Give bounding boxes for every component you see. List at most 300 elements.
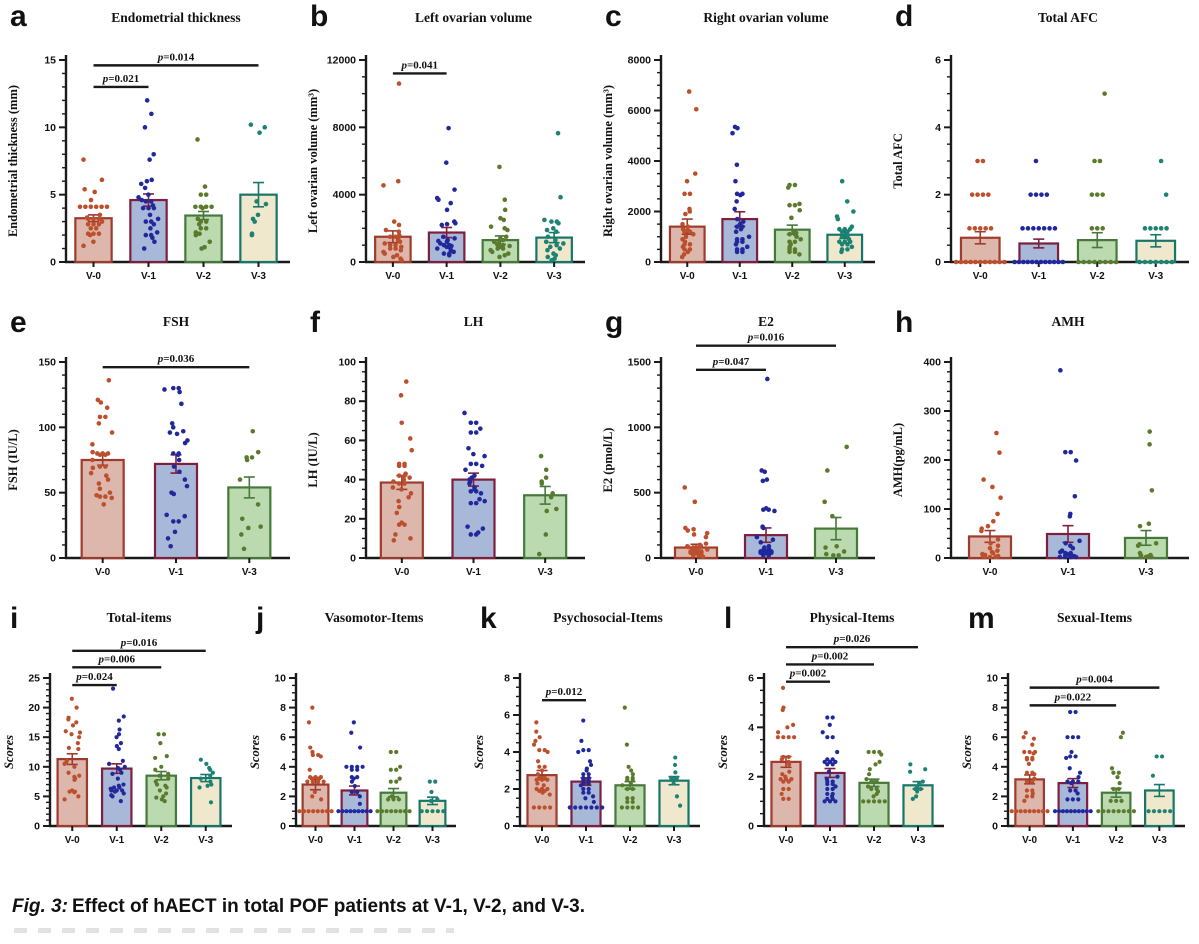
scatter-point <box>730 131 735 136</box>
y-tick-label: 6 <box>280 731 286 744</box>
x-category-label: V-3 <box>666 835 682 846</box>
x-category-label: V-0 <box>307 835 324 846</box>
scatter-point <box>479 491 484 496</box>
scatter-point <box>545 248 550 253</box>
scatter-point <box>766 507 771 512</box>
scatter-point <box>72 778 76 782</box>
scatter-point <box>797 252 802 257</box>
scatter-point <box>245 458 250 463</box>
scatter-point <box>867 750 871 754</box>
scatter-point <box>734 199 739 204</box>
scatter-point <box>673 755 677 759</box>
scatter-point <box>1010 809 1014 813</box>
x-category-label: V-3 <box>837 271 853 282</box>
scatter-point <box>199 192 204 197</box>
scatter-point <box>825 792 829 796</box>
scatter-point <box>669 778 673 782</box>
panel-row-1 <box>0 0 1199 306</box>
scatter-point <box>1076 797 1080 801</box>
scatter-point <box>145 98 150 103</box>
y-tick-label: 0 <box>645 256 651 269</box>
scatter-point <box>103 415 108 420</box>
scatter-point <box>361 765 365 769</box>
scatter-point <box>761 507 766 512</box>
panel-h <box>885 306 1199 602</box>
scatter-point <box>548 792 552 796</box>
scatter-point <box>921 780 925 784</box>
scatter-point <box>585 768 589 772</box>
panel-c <box>595 0 885 306</box>
scatter-point <box>688 242 693 247</box>
scatter-point <box>1087 260 1092 265</box>
scatter-point <box>1098 159 1103 164</box>
x-category-label: V-3 <box>1138 567 1154 578</box>
scatter-point <box>1068 514 1073 519</box>
scatter-point <box>86 222 91 227</box>
scatter-point <box>1043 260 1048 265</box>
scatter-point <box>836 553 841 558</box>
y-tick-label: 200 <box>923 454 941 467</box>
scatter-point <box>89 204 94 209</box>
scatter-point <box>199 226 204 231</box>
scatter-point <box>588 759 592 763</box>
bar-V-3 <box>659 781 688 826</box>
scatter-point <box>82 187 87 192</box>
scatter-point <box>1153 226 1158 231</box>
y-tick-label: 0 <box>50 256 56 269</box>
scatter-point <box>350 780 354 784</box>
scatter-point <box>825 468 830 473</box>
scatter-point <box>988 260 993 265</box>
scatter-point <box>149 178 154 183</box>
scatter-point <box>439 223 444 228</box>
scatter-point <box>469 430 474 435</box>
scatter-point <box>204 219 209 224</box>
x-category-label: V-3 <box>828 567 844 578</box>
scatter-point <box>738 193 743 198</box>
scatter-point <box>83 204 88 209</box>
scatter-point <box>90 458 95 463</box>
scatter-point <box>584 805 588 809</box>
scatter-point <box>97 421 102 426</box>
x-category-label: V-0 <box>95 567 111 578</box>
scatter-point <box>148 226 153 231</box>
scatter-point <box>392 219 397 224</box>
chart-title: Endometrial thickness <box>111 10 241 25</box>
scatter-point <box>1068 754 1072 758</box>
scatter-point <box>474 532 479 537</box>
y-tick-label: 4 <box>748 721 754 734</box>
scatter-point <box>482 499 487 504</box>
scatter-point <box>990 485 995 490</box>
panel-l <box>714 602 958 870</box>
scatter-point <box>626 765 630 769</box>
scatter-point <box>452 187 457 192</box>
scatter-point <box>781 708 785 712</box>
scatter-point <box>310 794 314 798</box>
scatter-point <box>209 782 213 786</box>
scatter-point <box>629 781 633 785</box>
scatter-point <box>208 774 212 778</box>
scatter-point <box>203 184 208 189</box>
chart-title: Physical-Items <box>809 610 895 625</box>
x-category-label: V-1 <box>822 835 838 846</box>
y-tick-label: 4 <box>280 761 286 774</box>
scatter-point <box>1025 771 1029 775</box>
scatter-point <box>997 260 1002 265</box>
y-tick-label: 0 <box>935 256 941 269</box>
scatter-point <box>1034 192 1039 197</box>
scatter-point <box>705 547 710 552</box>
scatter-point <box>600 805 604 809</box>
scatter-point <box>833 799 837 803</box>
scatter-point <box>397 505 402 510</box>
scatter-point <box>94 226 99 231</box>
scatter-point <box>86 217 91 222</box>
y-axis-label: Total AFC <box>891 133 905 189</box>
scatter-point <box>537 765 541 769</box>
scatter-point <box>1025 780 1029 784</box>
y-tick-label: 0 <box>935 552 941 565</box>
scatter-point <box>1096 809 1100 813</box>
scatter-point <box>152 240 157 245</box>
panel-k <box>470 602 714 870</box>
scatter-point <box>537 805 541 809</box>
y-tick-label: 400 <box>923 356 941 369</box>
y-tick-label: 4000 <box>627 155 651 168</box>
scatter-point <box>539 454 544 459</box>
scatter-point <box>90 442 95 447</box>
scatter-point <box>1031 226 1036 231</box>
chart-total-items <box>0 602 246 870</box>
panel-letter-m: m <box>968 602 995 635</box>
scatter-point <box>429 790 433 794</box>
scatter-point <box>67 746 71 750</box>
scatter-point <box>397 797 401 801</box>
scatter-point <box>691 232 696 237</box>
p-value-label: p=0.021 <box>102 72 140 85</box>
x-category-label: V-2 <box>784 271 800 282</box>
scatter-point <box>761 526 766 531</box>
scatter-point <box>195 137 200 142</box>
bar-V-1 <box>1059 783 1088 826</box>
scatter-point <box>1032 772 1036 776</box>
scatter-point <box>1064 756 1068 760</box>
x-category-label: V-2 <box>866 835 882 846</box>
scatter-point <box>793 183 798 188</box>
scatter-point <box>678 804 682 808</box>
scatter-point <box>1039 192 1044 197</box>
scatter-point <box>989 226 994 231</box>
scatter-point <box>550 491 555 496</box>
scatter-point <box>199 246 204 251</box>
scatter-point <box>391 485 396 490</box>
scatter-point <box>307 809 311 813</box>
scatter-point <box>170 421 175 426</box>
scatter-point <box>793 240 798 245</box>
scatter-point <box>1030 757 1034 761</box>
scatter-point <box>105 405 110 410</box>
scatter-point <box>185 484 190 489</box>
scatter-point <box>685 179 690 184</box>
panel-letter-h: h <box>895 306 914 339</box>
scatter-point <box>177 390 182 395</box>
scatter-point <box>680 255 685 260</box>
scatter-point <box>1028 750 1032 754</box>
y-tick-label: 40 <box>344 474 356 487</box>
scatter-point <box>776 735 780 739</box>
scatter-point <box>986 192 991 197</box>
scatter-point <box>548 805 552 809</box>
scatter-point <box>1025 757 1029 761</box>
scatter-point <box>179 402 184 407</box>
scatter-point <box>691 553 696 558</box>
scatter-point <box>587 748 591 752</box>
scatter-point <box>425 809 429 813</box>
scatter-point <box>389 780 393 784</box>
y-tick-label: 6 <box>504 709 510 722</box>
scatter-point <box>503 208 508 213</box>
scatter-point <box>66 717 70 721</box>
scatter-point <box>544 532 549 537</box>
scatter-point <box>625 787 629 791</box>
scatter-point <box>872 799 876 803</box>
scatter-point <box>1061 809 1065 813</box>
scatter-point <box>1065 809 1069 813</box>
scatter-point <box>122 714 126 718</box>
scatter-point <box>623 706 627 710</box>
scatter-point <box>402 481 407 486</box>
scatter-point <box>1061 260 1066 265</box>
y-tick-label: 10 <box>28 761 40 774</box>
scatter-point <box>394 768 398 772</box>
chart-right-ovarian-volume <box>595 0 885 306</box>
y-tick-label: 2 <box>504 783 510 796</box>
scatter-point <box>831 553 836 558</box>
scatter-point <box>240 517 245 522</box>
scatter-point <box>1058 368 1063 373</box>
scatter-point <box>171 386 176 391</box>
scatter-point <box>469 489 474 494</box>
scatter-point <box>1045 192 1050 197</box>
chart-psychosocial-items <box>470 602 714 870</box>
scatter-point <box>311 780 315 784</box>
scatter-point <box>474 501 479 506</box>
scatter-point <box>139 182 144 187</box>
scatter-point <box>1020 226 1025 231</box>
scatter-point <box>576 750 580 754</box>
scatter-point <box>408 536 413 541</box>
scatter-point <box>308 768 312 772</box>
scatter-point <box>587 791 591 795</box>
scatter-point <box>152 206 157 211</box>
scatter-point <box>114 735 118 739</box>
y-tick-label: 2 <box>992 790 998 803</box>
p-value-label: p=0.024 <box>76 671 113 684</box>
scatter-point <box>1025 260 1030 265</box>
scatter-point <box>308 745 312 749</box>
scatter-point <box>840 242 845 247</box>
scatter-point <box>481 526 486 531</box>
y-tick-label: 0 <box>34 820 40 833</box>
scatter-point <box>1034 260 1039 265</box>
scatter-point <box>1068 555 1073 560</box>
p-value-label: p=0.041 <box>401 59 439 72</box>
scatter-point <box>793 250 798 255</box>
scatter-point <box>792 735 796 739</box>
scatter-point <box>1032 809 1036 813</box>
y-tick-label: 10 <box>44 121 56 134</box>
scatter-point <box>973 260 978 265</box>
scatter-point <box>1089 809 1093 813</box>
scatter-point <box>353 784 357 788</box>
scatter-point <box>1111 787 1115 791</box>
scatter-point <box>995 512 1000 517</box>
scatter-point <box>250 233 255 238</box>
scatter-point <box>144 233 149 238</box>
scatter-point <box>1036 809 1040 813</box>
scatter-point <box>1110 766 1114 770</box>
scatter-point <box>791 723 795 727</box>
scatter-point <box>673 770 677 774</box>
scatter-point <box>682 229 687 234</box>
scatter-point <box>535 778 539 782</box>
x-category-label: V-0 <box>688 567 704 578</box>
y-axis-label: FSH (IU/L) <box>6 429 20 491</box>
scatter-point <box>442 251 447 256</box>
scatter-point <box>1069 750 1073 754</box>
scatter-point <box>394 750 398 754</box>
scatter-point <box>973 226 978 231</box>
y-tick-label: 15 <box>28 731 40 744</box>
scatter-point <box>402 464 407 469</box>
scatter-point <box>705 531 710 536</box>
scatter-point <box>1090 192 1095 197</box>
scatter-point <box>399 487 404 492</box>
scatter-point <box>311 809 315 813</box>
scatter-point <box>761 479 766 484</box>
y-tick-label: 2 <box>935 189 941 202</box>
scatter-point <box>77 774 81 778</box>
scatter-point <box>329 809 333 813</box>
scatter-point <box>911 797 915 801</box>
scatter-point <box>696 553 701 558</box>
panel-i <box>0 602 246 870</box>
scatter-point <box>97 481 102 486</box>
scatter-point <box>1014 809 1018 813</box>
scatter-point <box>538 735 542 739</box>
scatter-point <box>692 532 697 537</box>
scatter-point <box>789 216 794 221</box>
scatter-point <box>581 778 585 782</box>
scatter-point <box>997 450 1002 455</box>
scatter-point <box>867 772 871 776</box>
scatter-point <box>540 768 544 772</box>
scatter-point <box>407 809 411 813</box>
chart-lh <box>300 306 595 602</box>
scatter-point <box>688 192 693 197</box>
scatter-point <box>1053 809 1057 813</box>
scatter-point <box>478 426 483 431</box>
scatter-point <box>840 234 845 239</box>
scatter-point <box>1127 809 1131 813</box>
scatter-point <box>542 218 547 223</box>
chart-left-ovarian-volume <box>300 0 595 306</box>
scatter-point <box>1170 260 1175 265</box>
y-tick-label: 5 <box>50 189 56 202</box>
scatter-point <box>982 555 987 560</box>
scatter-point <box>824 552 829 557</box>
scatter-point <box>1147 429 1152 434</box>
scatter-point <box>340 809 344 813</box>
scatter-point <box>507 244 512 249</box>
x-category-label: V-3 <box>546 271 562 282</box>
y-axis-label: E2 (pmol/L) <box>601 427 615 493</box>
x-category-label: V-1 <box>465 567 482 578</box>
scatter-point <box>787 762 791 766</box>
y-axis-label: Scores <box>960 734 974 770</box>
scatter-point <box>1076 735 1080 739</box>
scatter-point <box>163 799 167 803</box>
scatter-point <box>581 791 585 795</box>
scatter-point <box>94 204 99 209</box>
scatter-point <box>877 760 881 764</box>
y-tick-label: 0 <box>350 552 356 565</box>
scatter-point <box>393 246 398 251</box>
scatter-point <box>631 787 635 791</box>
scatter-point <box>394 780 398 784</box>
y-axis-label: Scores <box>2 734 16 770</box>
scatter-point <box>88 233 93 238</box>
scatter-point <box>158 741 162 745</box>
scatter-point <box>204 226 209 231</box>
y-axis-label: LH (IU/L) <box>306 432 320 488</box>
scatter-point <box>704 535 709 540</box>
panel-letter-j: j <box>256 602 265 635</box>
chart-vasomotor-items <box>246 602 470 870</box>
scatter-point <box>311 753 315 757</box>
x-category-label: V-3 <box>537 567 553 578</box>
y-tick-label: 8 <box>504 672 510 685</box>
y-tick-label: 0 <box>350 256 356 269</box>
scatter-point <box>156 732 160 736</box>
scatter-point <box>1034 159 1039 164</box>
scatter-point <box>845 242 850 247</box>
scatter-point <box>393 532 398 537</box>
scatter-point <box>834 544 839 549</box>
scatter-point <box>310 706 314 710</box>
scatter-point <box>252 219 257 224</box>
y-tick-label: 8 <box>992 702 998 715</box>
scatter-point <box>348 809 352 813</box>
scatter-point <box>113 790 117 794</box>
bar-V-0 <box>82 460 124 558</box>
scatter-point <box>758 540 763 545</box>
scatter-point <box>735 217 740 222</box>
scatter-point <box>1168 809 1172 813</box>
scatter-point <box>761 553 766 558</box>
scatter-point <box>81 244 86 249</box>
scatter-point <box>1065 780 1069 784</box>
scatter-point <box>91 466 96 471</box>
scatter-point <box>143 186 148 191</box>
scatter-point <box>797 208 802 213</box>
scatter-point <box>556 131 561 136</box>
y-tick-label: 60 <box>344 434 356 447</box>
panel-letter-d: d <box>895 0 914 33</box>
scatter-point <box>589 763 593 767</box>
scatter-point <box>1021 260 1026 265</box>
